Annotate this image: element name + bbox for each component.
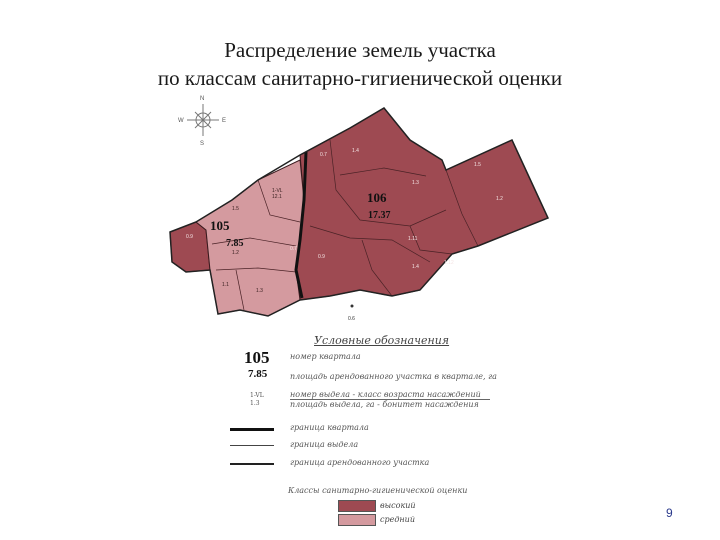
compass-n: N bbox=[200, 96, 205, 102]
compass-rose bbox=[187, 104, 219, 136]
legend-heading: Условные обозначения bbox=[314, 334, 450, 347]
point-label: 0.6 bbox=[348, 316, 355, 322]
vydel-label: 1.3 bbox=[412, 180, 419, 186]
legend-kvartal-area: 7.85 bbox=[248, 368, 268, 380]
legend-line-kvartal-label: граница квартала bbox=[290, 423, 369, 432]
legend-line-vydel-label: граница выдела bbox=[290, 440, 359, 449]
legend-vydel-top: 1-VL bbox=[250, 392, 264, 399]
vydel-label: 1.5 bbox=[474, 162, 481, 168]
legend-classes-heading: Классы санитарно-гигиенической оценки bbox=[288, 486, 468, 495]
legend-swatch-high bbox=[338, 500, 376, 512]
vydel-label: 1.4 bbox=[412, 264, 419, 270]
title-line-2: по классам санитарно-гигиенической оценки bbox=[157, 66, 563, 90]
kvartal-106-number: 106 bbox=[367, 190, 387, 205]
vydel-label: 1.5 bbox=[232, 206, 239, 212]
title-line-1: Распределение земель участка bbox=[224, 38, 496, 62]
legend-vydel-bottom: 1.3 bbox=[250, 400, 260, 407]
legend-class-medium: средний bbox=[380, 515, 415, 524]
vydel-label: 12.1 bbox=[272, 194, 282, 200]
legend-line-arenda-label: граница арендованного участка bbox=[290, 458, 430, 467]
kvartal-105-number: 105 bbox=[210, 218, 230, 233]
vydel-label: 1.11 bbox=[408, 236, 418, 242]
kvartal-106-area: 17.37 bbox=[368, 210, 391, 221]
vydel-label: 1.2 bbox=[496, 196, 503, 202]
legend-row-area: площадь арендованного участка в квартале, га bbox=[290, 372, 497, 381]
map-legend bbox=[230, 332, 530, 532]
compass-w: W bbox=[178, 118, 184, 124]
legend-class-high: высокий bbox=[380, 501, 416, 510]
compass-e: E bbox=[222, 118, 227, 124]
vydel-label: 1.3 bbox=[256, 288, 263, 294]
legend-line-arenda bbox=[230, 463, 274, 465]
compass-s: S bbox=[200, 141, 205, 147]
vydel-label: 0.7 bbox=[290, 246, 297, 252]
legend-row-number: номер квартала bbox=[290, 352, 361, 361]
legend-row-vydel-area: площадь выдела, га - бонитет насаждения bbox=[290, 400, 479, 409]
vydel-label: 0.7 bbox=[320, 152, 327, 158]
vydel-label: 1.1 bbox=[222, 282, 229, 288]
legend-swatch-medium bbox=[338, 514, 376, 526]
vydel-label: 1.12 bbox=[444, 260, 454, 266]
kvartal-105-area: 7.85 bbox=[226, 238, 244, 249]
legend-row-vydel: номер выдела - класс возраста насаждений bbox=[290, 390, 490, 400]
page-number: 9 bbox=[666, 506, 673, 520]
vydel-label: 0.9 bbox=[186, 234, 193, 240]
legend-line-kvartal bbox=[230, 428, 274, 431]
vydel-label: 0.9 bbox=[318, 254, 325, 260]
vydel-label: 1-VL bbox=[272, 188, 283, 194]
vydel-label: 1.4 bbox=[352, 148, 359, 154]
vydel-label: 1.2 bbox=[232, 250, 239, 256]
legend-line-vydel bbox=[230, 445, 274, 446]
legend-kvartal-number: 105 bbox=[244, 348, 270, 367]
